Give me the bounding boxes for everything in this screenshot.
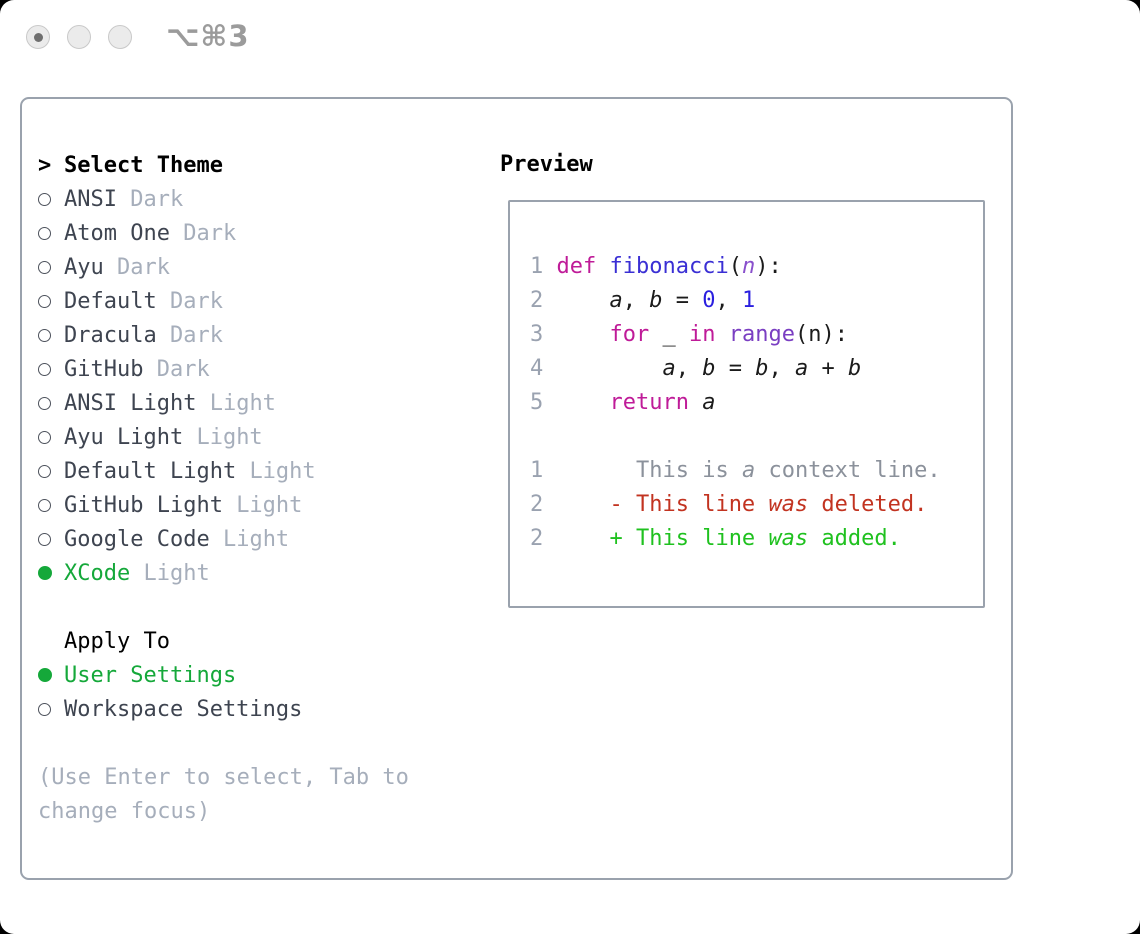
code-token: context line. [755, 458, 941, 483]
code-token: , [768, 356, 795, 381]
radio-prefix [38, 295, 64, 308]
theme-name: Default Light [64, 458, 250, 484]
theme-option[interactable] [38, 420, 409, 454]
code-token [557, 288, 610, 313]
code-line [530, 454, 983, 488]
theme-option[interactable] [38, 488, 409, 522]
theme-name: Dracula [64, 322, 170, 348]
code-token: a [741, 458, 756, 483]
theme-option[interactable] [38, 318, 409, 352]
line-number: 2 [530, 288, 544, 313]
code-token: in [688, 322, 716, 347]
radio-prefix [38, 363, 64, 376]
code-token: a [662, 356, 676, 381]
line-number: 2 [530, 492, 544, 517]
radio-prefix [38, 566, 64, 580]
code-token: b [649, 288, 663, 313]
code-token: + This line [609, 526, 769, 551]
code-token [557, 322, 610, 347]
radio-prefix [38, 465, 64, 478]
radio-icon [38, 397, 51, 410]
code-token: was [768, 526, 809, 551]
theme-list [38, 148, 409, 828]
theme-variant: Light [236, 492, 303, 518]
radio-icon [38, 363, 51, 376]
code-line [530, 488, 983, 522]
apply-to-option[interactable] [38, 692, 409, 726]
theme-name: XCode [64, 560, 144, 586]
theme-name: Ayu Light [64, 424, 197, 450]
radio-icon [38, 465, 51, 478]
theme-option[interactable] [38, 386, 409, 420]
code-token: fibonacci [609, 254, 729, 279]
radio-icon [38, 703, 51, 716]
preview-title: Preview [500, 152, 593, 177]
theme-name: ANSI [64, 186, 131, 212]
code-token: This is [635, 458, 742, 483]
code-token [557, 458, 636, 483]
code-token: return [609, 390, 689, 415]
code-line [530, 352, 983, 386]
code-line [530, 522, 983, 556]
theme-option[interactable] [38, 556, 409, 590]
code-token: 0 [702, 288, 716, 313]
theme-name: Ayu [64, 254, 117, 280]
code-token: b [847, 356, 862, 381]
code-token: n [741, 254, 756, 279]
theme-variant: Light [222, 526, 290, 552]
code-token [557, 356, 663, 381]
code-token: b [755, 356, 769, 381]
code-token: ( [728, 254, 742, 279]
code-token: _ [649, 322, 689, 347]
spacer [38, 590, 409, 624]
theme-variant: Dark [169, 322, 223, 348]
theme-option[interactable] [38, 182, 409, 216]
line-number: 1 [530, 254, 544, 279]
radio-prefix [38, 261, 64, 274]
apply-to-option-label: User Settings [64, 662, 237, 688]
theme-option[interactable] [38, 352, 409, 386]
code-token: deleted. [808, 492, 928, 517]
radio-prefix [38, 499, 64, 512]
help-text-line-1: (Use Enter to select, Tab to [38, 764, 409, 790]
code-line [530, 250, 983, 284]
radio-icon [38, 668, 52, 682]
code-line [530, 284, 983, 318]
code-token: = [662, 288, 703, 313]
theme-option[interactable] [38, 284, 409, 318]
radio-prefix [38, 329, 64, 342]
theme-name: GitHub [64, 356, 157, 382]
theme-variant: Dark [130, 186, 184, 212]
active-dot-icon [34, 33, 43, 42]
code-token: a [794, 356, 809, 381]
radio-prefix [38, 193, 64, 206]
code-token: , [622, 288, 650, 313]
code-token [596, 254, 609, 279]
code-line [530, 318, 983, 352]
code-token [715, 322, 728, 347]
code-token [557, 492, 610, 517]
code-token: added. [808, 526, 901, 551]
theme-name: Default [64, 288, 170, 314]
window-control-button[interactable] [67, 25, 91, 49]
radio-prefix [38, 533, 64, 546]
radio-prefix [38, 668, 64, 682]
radio-prefix [38, 397, 64, 410]
radio-icon [38, 533, 51, 546]
radio-icon [38, 227, 51, 240]
theme-option[interactable] [38, 522, 409, 556]
theme-name: Google Code [64, 526, 223, 552]
code-token [689, 390, 702, 415]
line-number: 4 [530, 356, 544, 381]
code-token: , [715, 288, 742, 313]
code-token: = [715, 356, 756, 381]
code-token: - This line [609, 492, 769, 517]
apply-to-title [38, 624, 409, 658]
code-token: (n): [794, 322, 848, 347]
radio-prefix [38, 703, 64, 716]
radio-icon [38, 261, 51, 274]
radio-prefix [38, 227, 64, 240]
radio-icon [38, 499, 51, 512]
line-number: 2 [530, 526, 544, 551]
radio-icon [38, 193, 51, 206]
code-token [557, 526, 610, 551]
window-controls [26, 25, 132, 49]
theme-variant: Dark [169, 288, 223, 314]
theme-variant: Light [196, 424, 263, 450]
theme-variant: Dark [116, 254, 170, 280]
select-theme-label: Select Theme [64, 152, 223, 178]
spacer [38, 726, 409, 760]
keyboard-shortcut: ⌥⌘3 [166, 19, 250, 53]
help-text-line-2: change focus) [38, 798, 211, 824]
theme-option[interactable] [38, 216, 409, 250]
code-token: range [728, 322, 795, 347]
theme-name: GitHub Light [64, 492, 237, 518]
chevron-icon: > [38, 152, 52, 178]
apply-to-option-label: Workspace Settings [64, 696, 303, 722]
code-token: + [808, 356, 848, 381]
code-token: 1 [741, 288, 756, 313]
code-line [530, 386, 983, 420]
theme-variant: Dark [183, 220, 237, 246]
code-token: ): [755, 254, 782, 279]
theme-variant: Light [209, 390, 276, 416]
theme-option[interactable] [38, 250, 409, 284]
apply-to-label: Apply To [64, 628, 170, 654]
code-token: , [675, 356, 703, 381]
chevron-prefix [38, 153, 64, 178]
theme-name: ANSI Light [64, 390, 210, 416]
code-token [557, 390, 610, 415]
line-number: 3 [530, 322, 544, 347]
line-number: 5 [530, 390, 544, 415]
radio-icon [38, 431, 51, 444]
radio-icon [38, 295, 51, 308]
theme-variant: Light [143, 560, 210, 586]
code-token: was [768, 492, 809, 517]
radio-prefix [38, 431, 64, 444]
theme-variant: Light [249, 458, 316, 484]
window-control-button[interactable] [108, 25, 132, 49]
theme-variant: Dark [156, 356, 210, 382]
apply-to-option[interactable] [38, 658, 409, 692]
line-number: 1 [530, 458, 544, 483]
theme-option[interactable] [38, 454, 409, 488]
code-token: def [556, 254, 597, 279]
code-token: for [609, 322, 650, 347]
code-token: a [609, 288, 623, 313]
code-token: a [702, 390, 716, 415]
preview-pane [508, 200, 985, 608]
code-token: b [702, 356, 716, 381]
window-control-button[interactable] [26, 25, 50, 49]
radio-icon [38, 566, 52, 580]
blank-line [530, 420, 983, 454]
theme-name: Atom One [64, 220, 184, 246]
select-theme-title [38, 148, 409, 182]
radio-icon [38, 329, 51, 342]
